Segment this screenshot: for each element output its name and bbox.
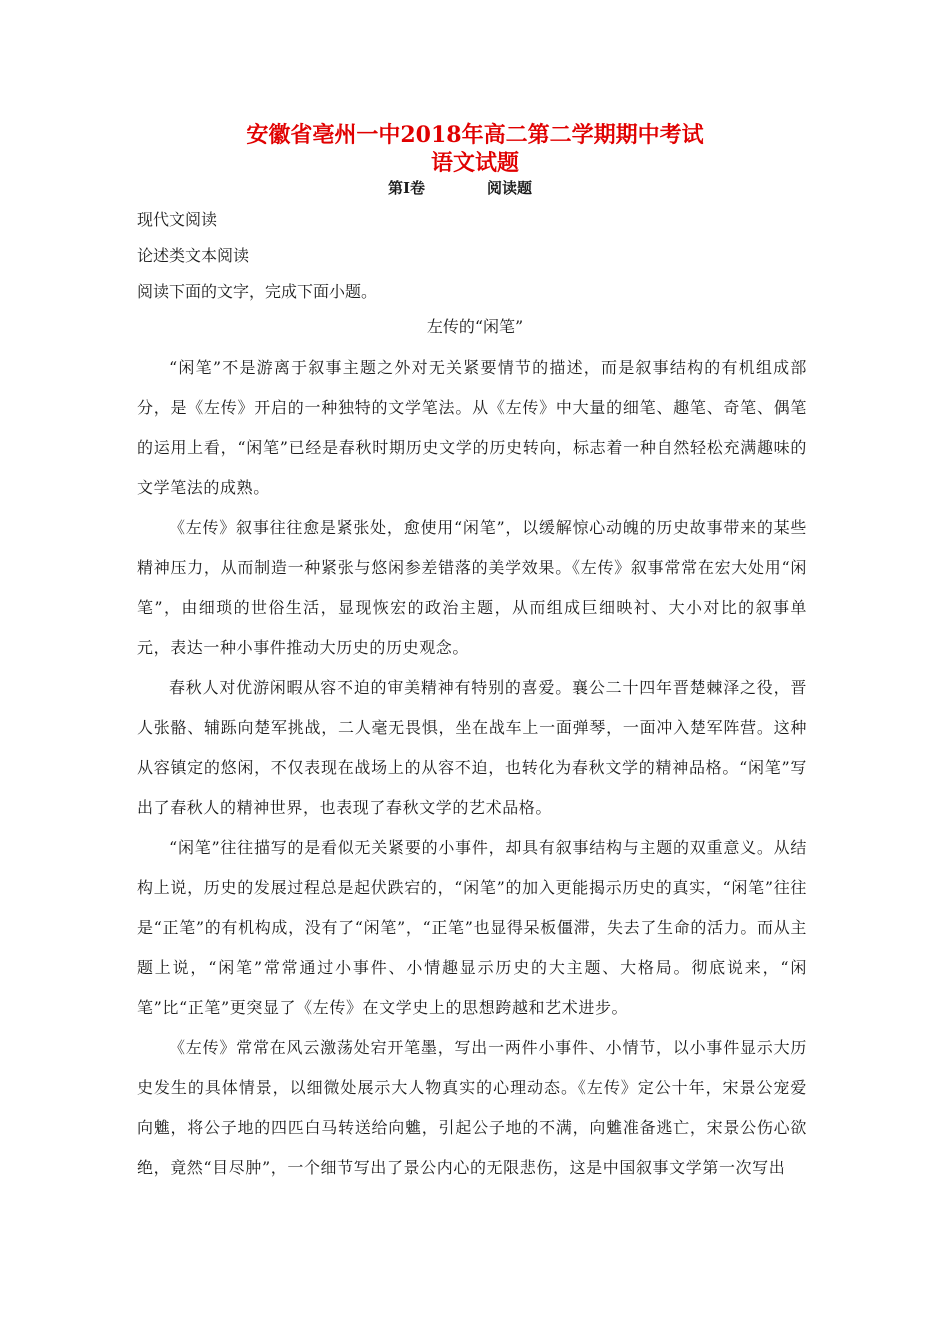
reading-instruction: 阅读下面的文字，完成下面小题。: [137, 282, 378, 301]
article-paragraph-4: “闲笔”往往描写的是看似无关紧要的小事件，却具有叙事结构与主题的双重意义。从结构上说，历史的发展过程总是起伏跌宕的，“闲笔”的加入更能揭示历史的真实，“闲笔”往往是“正笔”的有机构成，没有了“闲笔”，“正笔”也显得呆板僵滞，失去了生命的活力。而从主题上说，“闲笔”常常通过小事件、小情趣显示历史的大主题、大格局。彻底说来，“闲笔”比“正笔”更突显了《左传》在文学史上的思想跨越和艺术进步。: [137, 838, 807, 1017]
article-paragraph-2: 《左传》叙事往往愈是紧张处，愈使用“闲笔”，以缓解惊心动魄的历史故事带来的某些精神压力，从而制造一种紧张与悠闲参差错落的美学效果。《左传》叙事常常在宏大处用“闲笔”，由细琐的世俗生活，显现恢宏的政治主题，从而组成巨细映衬、大小对比的叙事单元，表达一种小事件推动大历史的历史观念。: [137, 518, 807, 657]
article-body: [137, 348, 807, 1188]
article-paragraph-5: 《左传》常常在风云激荡处宕开笔墨，写出一两件小事件、小情节，以小事件显示大历史发生的具体情景，以细微处展示大人物真实的心理动态。《左传》定公十年，宋景公宠爱向魋，将公子地的四匹白马转送给向魋，引起公子地的不满，向魋准备逃亡，宋景公伤心欲绝，竟然“目尽肿”，一个细节写出了景公内心的无限悲伤，这是中国叙事文学第一次写出: [137, 1038, 807, 1177]
volume-number: 第Ⅰ卷: [388, 179, 426, 197]
section-argument-reading: 论述类文本阅读: [137, 246, 250, 265]
article-paragraph-3: 春秋人对优游闲暇从容不迫的审美精神有特别的喜爱。襄公二十四年晋楚棘泽之役，晋人张骼、辅跞向楚军挑战，二人毫无畏惧，坐在战车上一面弹琴，一面冲入楚军阵营。这种从容镇定的悠闲，不仅表现在战场上的从容不迫，也转化为春秋文学的精神品格。“闲笔”写出了春秋人的精神世界，也表现了春秋文学的艺术品格。: [137, 678, 807, 817]
volume-heading: [388, 177, 532, 199]
exam-title: 安徽省亳州一中2018年高二第二学期期中考试: [246, 122, 704, 148]
section-modern-reading: 现代文阅读: [137, 210, 218, 229]
volume-name: 阅读题: [487, 179, 533, 197]
exam-subtitle: 语文试题: [430, 150, 519, 176]
article-title: 左传的“闲笔”: [426, 317, 524, 336]
article-paragraph-1: “闲笔”不是游离于叙事主题之外对无关紧要情节的描述，而是叙事结构的有机组成部分，是《左传》开启的一种独特的文学笔法。从《左传》中大量的细笔、趣笔、奇笔、偶笔的运用上看，“闲笔”已经是春秋时期历史文学的历史转向，标志着一种自然轻松充满趣味的文学笔法的成熟。: [137, 358, 807, 497]
